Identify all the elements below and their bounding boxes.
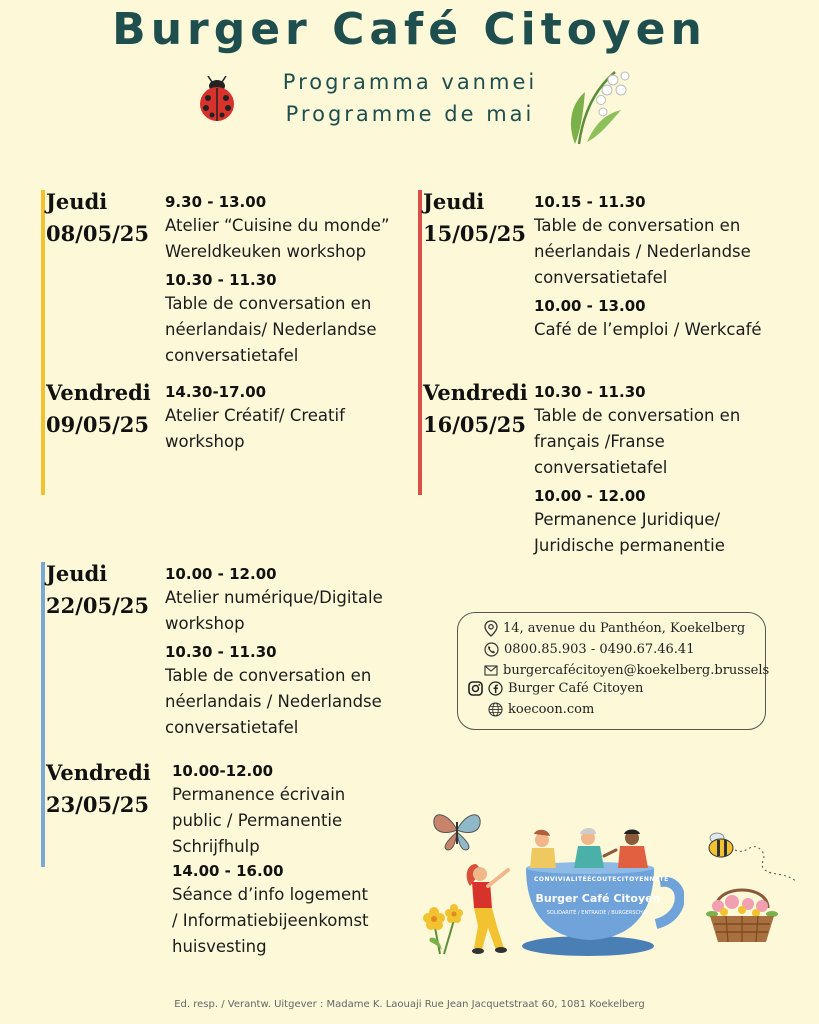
event-day-block — [423, 377, 528, 441]
slot-text: Wereldkeuken workshop — [165, 242, 367, 261]
cup-word: CITOYENNETÉ — [616, 876, 669, 883]
slot-text: Atelier numérique/Digitale — [165, 588, 383, 607]
slot-text: Séance d’info logement — [172, 885, 369, 904]
contact-address — [484, 618, 769, 639]
cup-label: Burger Café Citoyen — [535, 892, 661, 905]
slot-text: conversatietafel — [165, 346, 299, 365]
slot-text: workshop — [165, 614, 245, 633]
slot-text: Café de l’emploi / Werkcafé — [534, 320, 762, 339]
slot-time: 10.30 - 11.30 — [165, 271, 277, 289]
cup-words — [534, 876, 669, 883]
flower-icon — [420, 900, 466, 956]
event-date: 22/05/25 — [46, 593, 150, 618]
event-day: Jeudi — [46, 189, 108, 214]
website-link[interactable]: koecoon.com — [508, 702, 595, 717]
cup-tagline: SOLIDARITÉ / ENTRAIDE / BURGERSCHAP — [546, 910, 650, 916]
slot-text: conversatietafel — [534, 268, 668, 287]
slot-text: Permanence Juridique/ — [534, 510, 721, 529]
slot-time: 10.00 - 12.00 — [165, 565, 277, 583]
event-day: Jeudi — [423, 189, 485, 214]
event-slots — [165, 381, 345, 455]
event-day-block — [46, 558, 149, 622]
location-pin-icon — [484, 620, 498, 637]
butterfly-icon — [430, 808, 484, 854]
slot-text: Juridische permanentie — [534, 536, 725, 555]
slot-text: français /Franse — [534, 432, 665, 451]
slot-time: 10.30 - 11.30 — [165, 643, 277, 661]
mail-icon — [484, 665, 498, 676]
event-day: Vendredi — [423, 380, 528, 405]
footer-legal: Ed. resp. / Verantw. Uitgever : Madame K. Laouaji Rue Jean Jacquetstraat 60, 1081 Koekelberg — [174, 999, 645, 1010]
slot-text: Schrijfhulp — [172, 837, 260, 856]
page-title: Burger Café Citoyen — [112, 4, 707, 55]
slot-time: 14.00 - 16.00 — [172, 862, 284, 880]
event-day-block — [46, 377, 151, 441]
flower-basket-icon — [702, 880, 782, 944]
slot-text: public / Permanentie — [172, 811, 343, 830]
slot-text: Table de conversation en — [534, 216, 741, 235]
social-text[interactable]: Burger Café Citoyen — [508, 681, 644, 696]
bee-icon — [705, 832, 801, 886]
cup-word: CONVIVIALITÉ — [534, 876, 588, 883]
address-text: 14, avenue du Panthéon, Koekelberg — [503, 621, 746, 636]
slot-time: 10.00 - 13.00 — [534, 297, 646, 315]
contact-list — [484, 618, 769, 681]
event-date: 23/05/25 — [46, 792, 150, 817]
slot-text: néerlandais/ Nederlandse — [165, 320, 377, 339]
slot-text: conversatietafel — [165, 718, 299, 737]
slot-text: néerlandais / Nederlandse — [534, 242, 751, 261]
event-day-block — [423, 186, 526, 250]
event-day: Jeudi — [46, 561, 108, 586]
event-date: 09/05/25 — [46, 412, 150, 437]
slot-text: Table de conversation en — [534, 406, 741, 425]
phone-icon — [484, 642, 499, 657]
event-day-block — [46, 757, 151, 821]
slot-text: Table de conversation en — [165, 294, 372, 313]
week2-bar — [418, 190, 422, 495]
slot-text: Atelier Créatif/ Creatif — [165, 406, 345, 425]
event-date: 08/05/25 — [46, 221, 150, 246]
contact-list-2 — [468, 678, 643, 720]
week3-bar — [41, 562, 45, 867]
ladybug-icon — [197, 76, 237, 122]
instagram-icon — [468, 681, 483, 696]
globe-icon — [488, 702, 503, 717]
event-day-block — [46, 186, 149, 250]
event-slots — [534, 191, 762, 343]
event-day: Vendredi — [46, 760, 151, 785]
event-date: 16/05/25 — [423, 412, 527, 437]
event-slots — [165, 563, 383, 741]
slot-text: workshop — [165, 432, 245, 451]
slot-text: / Informatiebijeenkomst — [172, 911, 369, 930]
slot-time: 10.00 - 12.00 — [534, 487, 646, 505]
subtitle-fr: Programme de mai — [285, 102, 535, 126]
phone-text: 0800.85.903 - 0490.67.46.41 — [504, 642, 695, 657]
week1-bar — [41, 190, 45, 495]
contact-phone — [484, 639, 769, 660]
slot-text: néerlandais / Nederlandse — [165, 692, 382, 711]
subtitle-nl: Programma vanmei — [282, 70, 538, 94]
event-slots — [165, 191, 390, 369]
facebook-icon — [488, 681, 503, 696]
lily-of-the-valley-icon — [565, 64, 631, 146]
event-slots — [172, 760, 369, 960]
slot-text: Atelier “Cuisine du monde” — [165, 216, 390, 235]
slot-text: conversatietafel — [534, 458, 668, 477]
slot-text: Table de conversation en — [165, 666, 372, 685]
event-date: 15/05/25 — [423, 221, 527, 246]
slot-text: huisvesting — [172, 937, 267, 956]
slot-time: 10.00-12.00 — [172, 762, 274, 780]
event-slots — [534, 381, 740, 559]
woman-figure — [462, 860, 518, 956]
event-day: Vendredi — [46, 380, 151, 405]
contact-social — [468, 678, 643, 699]
slot-time: 14.30-17.00 — [165, 383, 267, 401]
slot-time: 9.30 - 13.00 — [165, 193, 267, 211]
contact-website — [468, 699, 643, 720]
slot-text: Permanence écrivain — [172, 785, 346, 804]
slot-time: 10.30 - 11.30 — [534, 383, 646, 401]
slot-time: 10.15 - 11.30 — [534, 193, 646, 211]
cup-word: ÉCOUTE — [587, 876, 617, 883]
email-text[interactable]: burgercafécitoyen@koekelberg.brussels — [503, 663, 770, 678]
